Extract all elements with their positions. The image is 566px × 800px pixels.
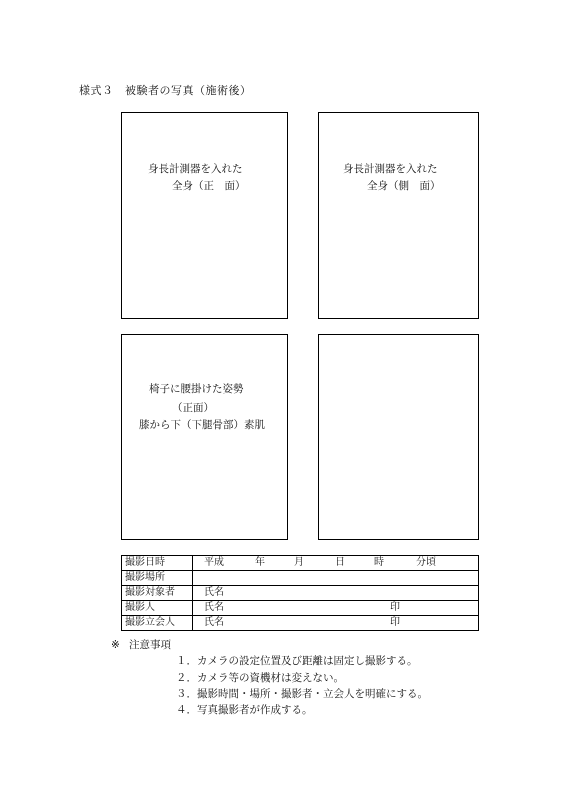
photo-front-caption-line2: 全身（正 面）: [172, 180, 246, 192]
form-title: 様式３ 被験者の写真（施術後）: [79, 84, 252, 97]
photo-front-caption-line1: 身長計測器を入れた: [148, 163, 243, 175]
note-item-3: ３．撮影時間・場所・撮影者・立会人を明確にする。: [176, 688, 428, 700]
photo-seated-caption-line2: （正面）: [172, 402, 214, 414]
place-field[interactable]: [193, 571, 479, 586]
table-row-subject: [122, 586, 479, 601]
photo-box-side: [318, 112, 479, 319]
table-row-witness: [122, 616, 479, 631]
subject-name-label: 氏名: [204, 587, 224, 598]
photo-seated-caption-line1: 椅子に腰掛けた姿勢: [149, 383, 244, 395]
photo-box-front: [121, 112, 288, 319]
witness-name-label: 氏名: [204, 617, 224, 628]
photographer-seal: 印: [390, 602, 400, 613]
photo-side-caption-line2: 全身（側 面）: [367, 180, 441, 192]
date-era: 平成: [204, 557, 224, 568]
note-item-2: ２．カメラ等の資機材は変えない。: [176, 672, 344, 684]
date-label: 撮影日時: [122, 556, 193, 571]
note-item-1: １．カメラの設定位置及び距離は固定し撮影する。: [176, 655, 418, 667]
photo-seated-caption-line3: 膝から下（下腿骨部）素肌: [139, 419, 265, 431]
witness-seal: 印: [390, 617, 400, 628]
table-row-photographer: [122, 601, 479, 616]
notes-mark: ※: [111, 639, 120, 651]
witness-label: 撮影立会人: [122, 616, 193, 631]
photo-box-seated: [121, 334, 288, 540]
photo-side-caption-line1: 身長計測器を入れた: [343, 163, 438, 175]
place-label: 撮影場所: [122, 571, 193, 586]
date-year: 年: [255, 557, 265, 568]
subject-field[interactable]: [193, 586, 479, 601]
table-row-place: [122, 571, 479, 586]
note-item-4: ４．写真撮影者が作成する。: [176, 704, 313, 716]
photographer-name-label: 氏名: [204, 602, 224, 613]
date-day: 日: [335, 557, 345, 568]
photographer-field[interactable]: [193, 601, 479, 616]
photo-box-blank: [318, 334, 479, 540]
table-row-date: [122, 556, 479, 571]
date-minute: 分頃: [416, 557, 436, 568]
photo-info-table: [121, 555, 479, 631]
notes-title: 注意事項: [129, 639, 171, 651]
witness-field[interactable]: [193, 616, 479, 631]
subject-label: 撮影対象者: [122, 586, 193, 601]
date-hour: 時: [374, 557, 384, 568]
date-field[interactable]: [193, 556, 479, 571]
date-month: 月: [294, 557, 304, 568]
photographer-label: 撮影人: [122, 601, 193, 616]
